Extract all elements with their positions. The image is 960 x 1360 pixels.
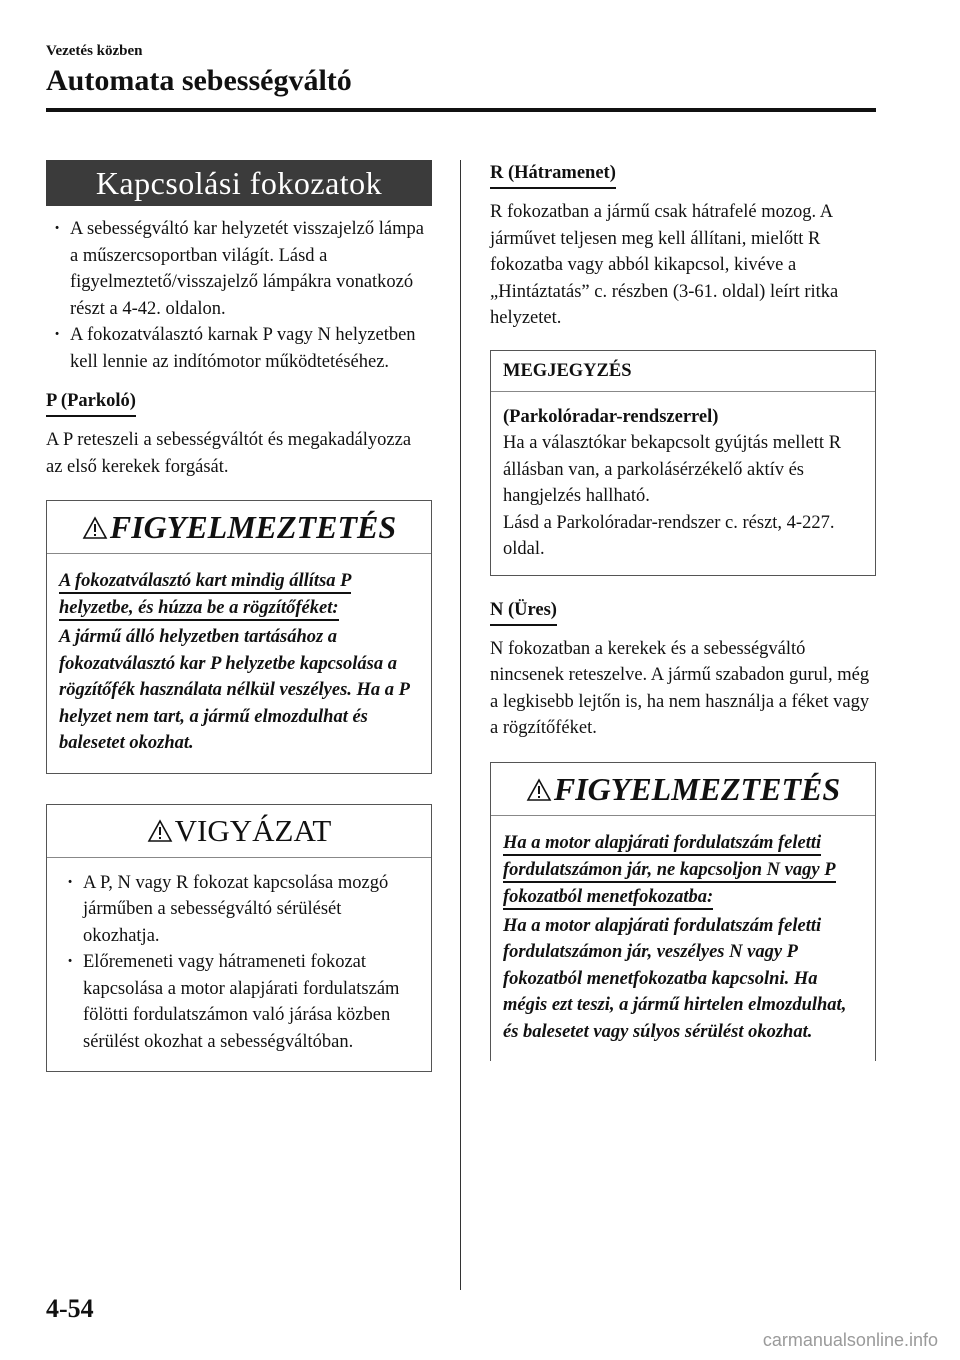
- caution-title: [47, 805, 431, 858]
- page-header: [46, 42, 876, 100]
- section-banner: Kapcsolási fokozatok: [46, 160, 432, 206]
- note-reference: Lásd a Parkolóradar-rendszer c. részt, 4-227. oldal.: [503, 512, 835, 559]
- page-title: Automata sebességváltó: [46, 64, 352, 97]
- r-heading: R (Hátramenet): [490, 161, 616, 189]
- section-label: Vezetés közben: [46, 43, 143, 59]
- list-item: · A P, N vagy R fokozat kapcsolása mozgó járműben a sebességváltó sérülését okozhatja.: [59, 870, 419, 950]
- list-item: · Előremeneti vagy hátrameneti fokozat kapcsolása a motor alapjárati fordulatszám fölötti fordulatszámon való járása közben sérülést okozhat a sebességváltóban.: [59, 949, 419, 1055]
- p-heading: P (Parkoló): [46, 389, 136, 417]
- warning-triangle-icon: [82, 503, 108, 555]
- left-column: [46, 160, 432, 1072]
- caution-bullets: [59, 870, 419, 1056]
- header-rule: [46, 108, 876, 112]
- note-text: Ha a választókar bekapcsolt gyújtás mellett R állásban van, a parkolásérzékelő aktív és hangjelzés hallható.: [503, 433, 842, 506]
- intro-bullets: [46, 216, 432, 375]
- note-heading: MEGJEGYZÉS: [491, 351, 875, 392]
- n-text: N fokozatban a kerekek és a sebességváltó nincsenek reteszelve. A jármű szabadon gurul, még a legkisebb lejtőn is, ha nem használja a féket vagy a rögzítőféket.: [490, 638, 870, 738]
- warning-lead: [503, 830, 863, 911]
- warning-title-text: FIGYELMEZTETÉS: [553, 770, 841, 807]
- list-item: · A fokozatválasztó karnak P vagy N helyzetben kell lennie az indítómotor működtetéséhez.: [46, 322, 432, 375]
- warning-lead-text: Ha a motor alapjárati fordulatszám feletti fordulatszámon jár, ne kapcsoljon N vagy P fokozatból menetfokozatba:: [503, 833, 836, 910]
- warning-body: [47, 554, 431, 773]
- warning-title: [47, 501, 431, 554]
- warning-box-2: [490, 762, 876, 1062]
- caution-box: [46, 804, 432, 1073]
- warning-title: [491, 763, 875, 816]
- list-item: · A sebességváltó kar helyzetét visszajelző lámpa a műszercsoportban világít. Lásd a figyelmeztető/visszajelző lámpákra vonatkozó részt a 4-42. oldalon.: [46, 216, 432, 322]
- caution-body: [47, 858, 431, 1072]
- watermark: carmanualsonline.info: [762, 1330, 938, 1350]
- warning-lead-text: A fokozatválasztó kart mindig állítsa P helyzetbe, és húzza be a rögzítőféket:: [59, 571, 351, 621]
- warning-text: A jármű álló helyzetben tartásához a fokozatválasztó kar P helyzetbe kapcsolása a rögzítőfék használata nélkül veszélyes. Ha a P helyzet nem tart, a jármű elmozdulhat és balesetet okozhat.: [59, 627, 410, 753]
- warning-title-text: FIGYELMEZTETÉS: [109, 509, 397, 545]
- caution-title-text: VIGYÁZAT: [174, 812, 332, 848]
- note-title: (Parkolóradar-rendszerrel): [503, 406, 719, 427]
- warning-triangle-icon: [526, 765, 552, 817]
- note-box: [490, 350, 876, 576]
- warning-box-1: [46, 500, 432, 774]
- warning-triangle-icon: [147, 807, 173, 859]
- column-divider: [460, 160, 461, 1290]
- page-number: 4-54: [46, 1294, 94, 1323]
- warning-lead: [59, 568, 419, 622]
- r-text: R fokozatban a jármű csak hátrafelé mozog. A járművet teljesen meg kell állítani, mielőtt R fokozatba vagy abból kikapcsol, kivéve a „Hintáztatás” c. részben (3-61. oldal) leírt ritka helyzetet.: [490, 202, 839, 328]
- warning-body: [491, 816, 875, 1062]
- note-body: [491, 392, 875, 575]
- right-column: [490, 160, 876, 1061]
- n-heading: N (Üres): [490, 598, 557, 626]
- p-text: A P reteszeli a sebességváltót és megakadályozza az első kerekek forgását.: [46, 430, 412, 477]
- warning-text: Ha a motor alapjárati fordulatszám feletti fordulatszámon jár, veszélyes N vagy P fokozatból menetfokozatba kapcsolni. Ha mégis ezt teszi, a jármű hirtelen elmozdulhat, és balesetet vagy súlyos sérülést okozhat.: [503, 915, 847, 1042]
